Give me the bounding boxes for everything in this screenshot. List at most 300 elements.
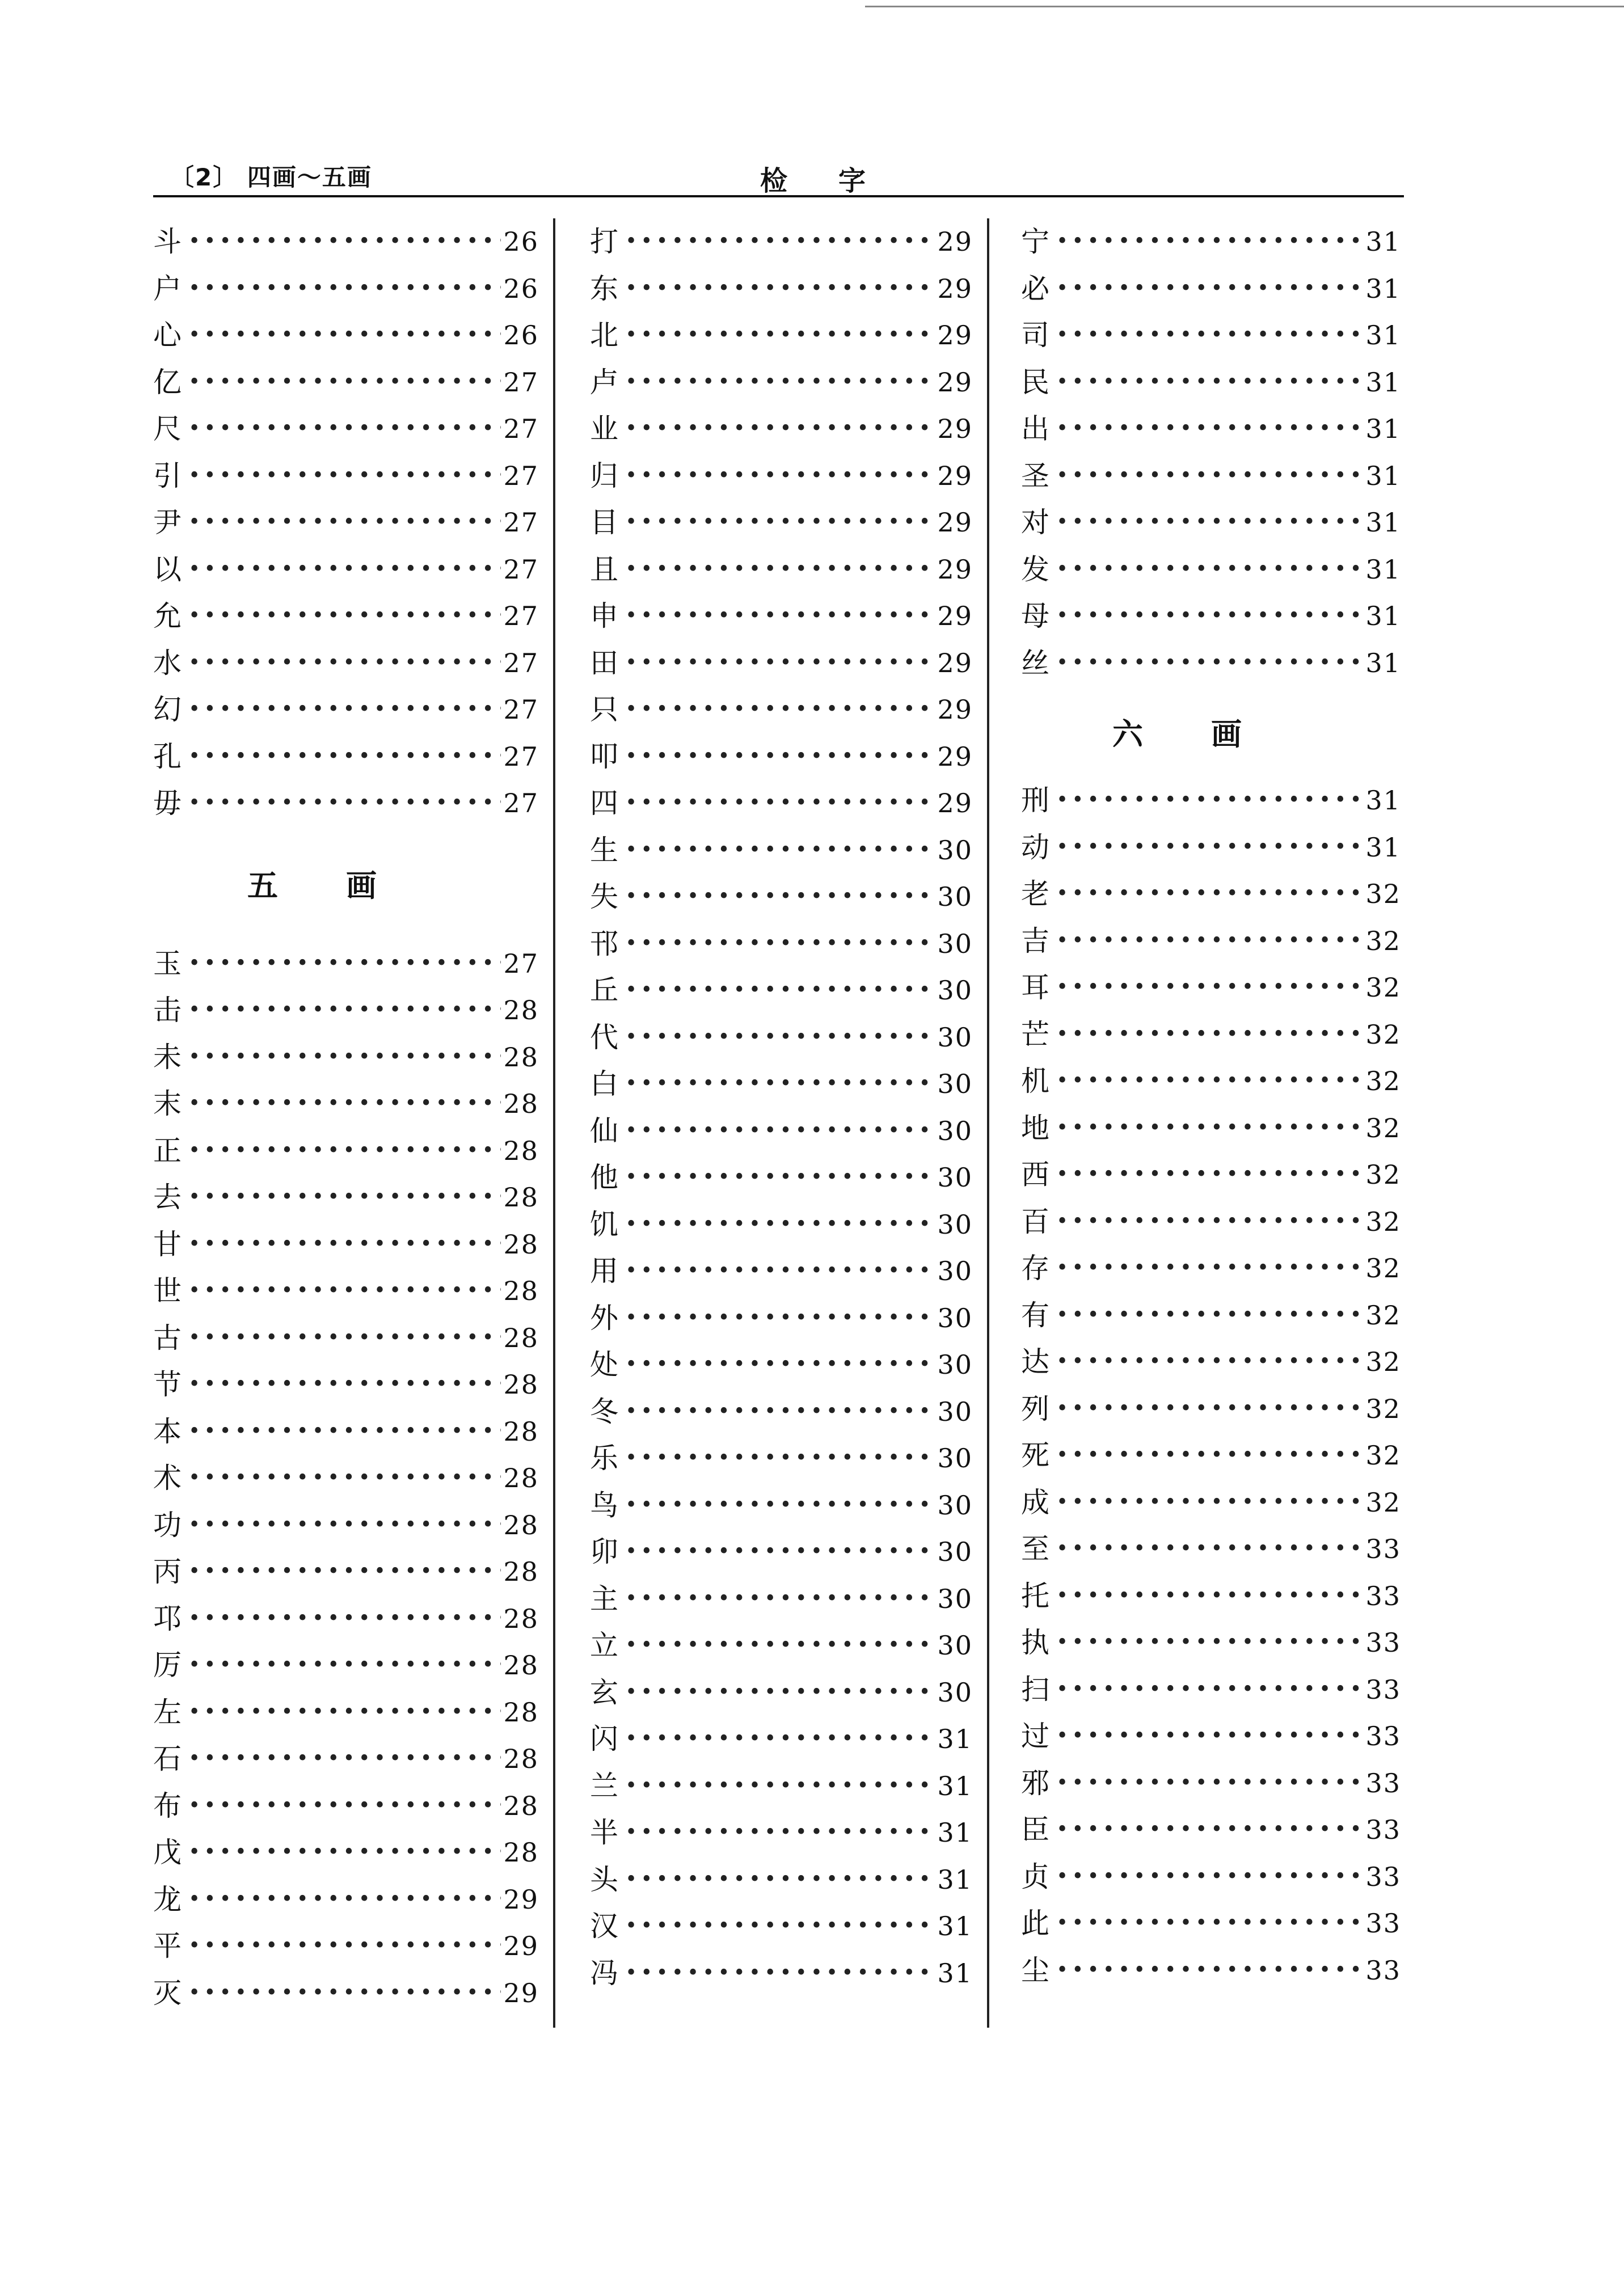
entry-character: 至 <box>1021 1533 1049 1565</box>
index-entry <box>1021 1105 1401 1152</box>
index-entry <box>1021 1432 1401 1479</box>
entry-character: 未 <box>153 1040 182 1074</box>
dot-leader <box>188 1128 501 1175</box>
index-entry <box>1021 1713 1401 1760</box>
index-entry <box>590 1950 973 1997</box>
entry-character: 芒 <box>1021 1018 1049 1051</box>
dot-leader <box>625 1388 935 1436</box>
dot-leader <box>188 733 501 780</box>
entry-list <box>1021 777 1401 1994</box>
entry-page-number: 32 <box>1365 1159 1401 1190</box>
dot-leader <box>188 1502 501 1549</box>
entry-character: 丘 <box>590 974 618 1007</box>
dot-leader <box>625 733 935 780</box>
entry-page-number: 29 <box>937 601 973 631</box>
index-entry <box>1021 265 1401 313</box>
index-entry <box>1021 453 1401 500</box>
entry-character: 冯 <box>590 1956 618 1990</box>
index-entry <box>153 940 539 987</box>
entry-character: 有 <box>1021 1298 1049 1332</box>
dot-leader <box>625 218 935 265</box>
index-entry <box>590 1716 973 1763</box>
page-number-range: 〔2〕 四画～五画 <box>170 163 372 191</box>
index-entry <box>590 1529 973 1576</box>
index-column-2 <box>590 218 973 1996</box>
entry-character: 甘 <box>153 1227 182 1261</box>
entry-page-number: 33 <box>1365 1674 1401 1705</box>
entry-character: 厉 <box>153 1649 182 1682</box>
entry-page-number: 33 <box>1365 1721 1401 1751</box>
dot-leader <box>1056 1619 1363 1666</box>
entry-page-number: 28 <box>503 1041 539 1073</box>
entry-page-number: 30 <box>937 928 973 959</box>
dot-leader <box>1056 499 1363 546</box>
index-entry <box>590 1388 973 1436</box>
entry-character: 田 <box>590 646 618 679</box>
index-entry <box>590 827 973 874</box>
entry-page-number: 27 <box>503 507 539 538</box>
index-entry <box>590 1482 973 1529</box>
entry-character: 业 <box>590 412 618 445</box>
index-entry <box>590 640 973 687</box>
entry-character: 用 <box>590 1255 618 1288</box>
dot-leader <box>1056 1947 1363 1994</box>
entry-character: 亿 <box>153 365 182 399</box>
dot-leader <box>188 1923 501 1970</box>
entry-page-number: 27 <box>503 601 539 631</box>
entry-page-number: 32 <box>1365 1299 1401 1331</box>
entry-character: 末 <box>153 1087 182 1120</box>
entry-character: 白 <box>590 1067 618 1100</box>
dot-leader <box>625 873 935 921</box>
index-entry <box>1021 1292 1401 1339</box>
dot-leader <box>625 1154 935 1201</box>
dot-leader <box>188 1783 501 1830</box>
index-entry <box>1021 1947 1401 1994</box>
index-entry <box>1021 1058 1401 1105</box>
dot-leader <box>188 1455 501 1502</box>
dot-leader <box>1056 1339 1363 1386</box>
dot-leader <box>1056 312 1363 359</box>
index-entry <box>590 265 973 313</box>
entry-character: 臣 <box>1021 1813 1049 1846</box>
dot-leader <box>1056 1151 1363 1198</box>
entry-character: 打 <box>590 225 618 258</box>
index-entry <box>590 1295 973 1342</box>
index-entry <box>153 1221 539 1268</box>
entry-character: 功 <box>153 1508 182 1542</box>
entry-page-number: 30 <box>937 1443 973 1474</box>
dot-leader <box>188 1642 501 1689</box>
entry-page-number: 29 <box>937 413 973 444</box>
index-entry <box>590 1341 973 1388</box>
index-column-3 <box>1021 218 1401 1994</box>
index-entry <box>590 686 973 733</box>
entry-page-number: 27 <box>503 694 539 725</box>
entry-character: 扫 <box>1021 1673 1049 1706</box>
entry-page-number: 27 <box>503 413 539 444</box>
index-entry <box>590 1809 973 1856</box>
index-entry <box>1021 546 1401 593</box>
entry-character: 出 <box>1021 412 1049 445</box>
entry-character: 司 <box>1021 319 1049 352</box>
dot-leader <box>188 1361 501 1408</box>
dot-leader <box>625 1763 935 1810</box>
index-entry <box>1021 1151 1401 1198</box>
dot-leader <box>188 499 501 546</box>
dot-leader <box>188 453 501 500</box>
entry-character: 允 <box>153 600 182 632</box>
entry-page-number: 28 <box>503 1650 539 1681</box>
index-entry <box>1021 1806 1401 1854</box>
index-entry <box>590 312 973 359</box>
entry-page-number: 28 <box>503 1509 539 1540</box>
entry-character: 节 <box>153 1368 182 1401</box>
dot-leader <box>625 312 935 359</box>
entry-character: 以 <box>153 552 182 586</box>
entry-character: 尺 <box>153 412 182 445</box>
entry-page-number: 27 <box>503 741 539 772</box>
index-entry <box>153 1642 539 1689</box>
entry-page-number: 30 <box>937 975 973 1006</box>
entry-character: 成 <box>1021 1485 1049 1519</box>
entry-page-number: 31 <box>1365 320 1401 351</box>
dot-leader <box>625 1435 935 1482</box>
entry-page-number: 28 <box>503 1463 539 1493</box>
entry-character: 四 <box>590 787 618 820</box>
section-heading-five-strokes: 五画 <box>247 868 445 904</box>
entry-page-number: 28 <box>503 1229 539 1260</box>
entry-character: 斗 <box>153 225 182 258</box>
dot-leader <box>625 1341 935 1388</box>
entry-page-number: 30 <box>937 1630 973 1661</box>
page-title: 检字 <box>760 165 917 197</box>
entry-character: 卢 <box>590 365 618 399</box>
entry-character: 归 <box>590 459 618 492</box>
dot-leader <box>188 1548 501 1595</box>
dot-leader <box>1056 1526 1363 1573</box>
dot-leader <box>625 1529 935 1576</box>
dot-leader <box>1056 1058 1363 1105</box>
dot-leader <box>1056 1760 1363 1807</box>
entry-character: 存 <box>1021 1252 1049 1285</box>
entry-character: 宁 <box>1021 225 1049 258</box>
entry-page-number: 28 <box>503 1416 539 1447</box>
index-entry <box>590 593 973 640</box>
entry-page-number: 30 <box>937 1209 973 1240</box>
dot-leader <box>625 640 935 687</box>
dot-leader <box>1056 1198 1363 1246</box>
entry-character: 代 <box>590 1020 618 1054</box>
dot-leader <box>1056 1666 1363 1713</box>
dot-leader <box>188 1970 501 2017</box>
entry-character: 此 <box>1021 1907 1049 1940</box>
dot-leader <box>625 1809 935 1856</box>
entry-character: 丝 <box>1021 646 1049 679</box>
dot-leader <box>625 593 935 640</box>
dot-leader <box>1056 1386 1363 1433</box>
entry-character: 幻 <box>153 693 182 726</box>
index-entry <box>153 359 539 406</box>
index-entry <box>153 1783 539 1830</box>
entry-character: 邪 <box>1021 1766 1049 1800</box>
index-entry <box>1021 640 1401 687</box>
dot-leader <box>625 359 935 406</box>
index-entry <box>1021 964 1401 1011</box>
index-entry <box>153 1970 539 2017</box>
entry-character: 术 <box>153 1462 182 1495</box>
entry-page-number: 32 <box>1365 1393 1401 1424</box>
entry-character: 玄 <box>590 1675 618 1709</box>
entry-page-number: 33 <box>1365 1534 1401 1564</box>
entry-character: 达 <box>1021 1345 1049 1378</box>
entry-page-number: 33 <box>1365 1627 1401 1658</box>
entry-page-number: 29 <box>937 273 973 304</box>
entry-page-number: 32 <box>1365 1206 1401 1237</box>
entry-page-number: 32 <box>1365 925 1401 956</box>
entry-character: 孔 <box>153 740 182 773</box>
dot-leader <box>625 1061 935 1108</box>
entry-page-number: 27 <box>503 788 539 818</box>
entry-page-number: 31 <box>937 1911 973 1941</box>
entry-character: 机 <box>1021 1065 1049 1097</box>
dot-leader <box>625 1295 935 1342</box>
entry-page-number: 31 <box>1365 554 1401 585</box>
dot-leader <box>188 780 501 827</box>
entry-page-number: 29 <box>937 507 973 538</box>
entry-page-number: 28 <box>503 1088 539 1119</box>
entry-page-number: 31 <box>1365 460 1401 491</box>
dot-leader <box>1056 640 1363 687</box>
dot-leader <box>625 967 935 1014</box>
dot-leader <box>1056 824 1363 871</box>
entry-character: 百 <box>1021 1205 1049 1238</box>
entry-character: 叩 <box>590 740 618 773</box>
entry-list <box>1021 218 1401 686</box>
column-divider <box>553 218 555 2028</box>
index-entry <box>153 1455 539 1502</box>
entry-page-number: 27 <box>503 460 539 491</box>
entry-page-number: 28 <box>503 1556 539 1587</box>
entry-character: 老 <box>1021 877 1049 910</box>
index-entry <box>590 499 973 546</box>
entry-page-number: 26 <box>503 273 539 304</box>
dot-leader <box>1056 964 1363 1011</box>
entry-page-number: 30 <box>937 1489 973 1521</box>
dot-leader <box>1056 918 1363 965</box>
column-divider <box>987 218 989 2028</box>
entry-character: 对 <box>1021 506 1049 539</box>
entry-page-number: 32 <box>1365 1066 1401 1096</box>
entry-character: 北 <box>590 319 618 352</box>
index-entry <box>590 1108 973 1155</box>
entry-character: 乐 <box>590 1442 618 1475</box>
index-entry <box>153 218 539 265</box>
entry-character: 过 <box>1021 1720 1049 1753</box>
entry-character: 鸟 <box>590 1488 618 1522</box>
header-divider <box>153 195 1404 197</box>
entry-list <box>590 218 973 1996</box>
entry-character: 他 <box>590 1161 618 1194</box>
entry-character: 圣 <box>1021 459 1049 492</box>
entry-character: 平 <box>153 1930 182 1962</box>
index-entry <box>1021 1760 1401 1807</box>
entry-character: 邛 <box>153 1602 182 1635</box>
entry-page-number: 29 <box>937 366 973 398</box>
entry-page-number: 32 <box>1365 1346 1401 1377</box>
index-entry <box>153 499 539 546</box>
dot-leader <box>1056 1292 1363 1339</box>
dot-leader <box>188 1736 501 1783</box>
entry-character: 布 <box>153 1789 182 1822</box>
dot-leader <box>1056 1245 1363 1292</box>
entry-page-number: 29 <box>937 647 973 678</box>
index-entry <box>1021 1619 1401 1666</box>
index-entry <box>590 1622 973 1669</box>
index-entry <box>590 1014 973 1061</box>
index-entry <box>590 1061 973 1108</box>
entry-character: 半 <box>590 1816 618 1849</box>
entry-character: 心 <box>153 319 182 352</box>
index-entry <box>590 1576 973 1623</box>
entry-page-number: 28 <box>503 1603 539 1634</box>
entry-character: 去 <box>153 1181 182 1214</box>
entry-character: 古 <box>153 1321 182 1354</box>
entry-page-number: 29 <box>937 554 973 585</box>
index-entry <box>1021 1198 1401 1246</box>
entry-page-number: 30 <box>937 1069 973 1099</box>
index-entry <box>590 733 973 780</box>
index-entry <box>153 1034 539 1081</box>
index-entry <box>153 1408 539 1455</box>
index-entry <box>1021 218 1401 265</box>
entry-page-number: 29 <box>503 1977 539 2008</box>
entry-page-number: 33 <box>1365 1955 1401 1986</box>
entry-page-number: 28 <box>503 1182 539 1213</box>
entry-page-number: 27 <box>503 554 539 585</box>
dot-leader <box>1056 1479 1363 1526</box>
dot-leader <box>188 640 501 687</box>
entry-character: 灭 <box>153 1976 182 2010</box>
entry-page-number: 27 <box>503 647 539 678</box>
index-entry <box>1021 1479 1401 1526</box>
dot-leader <box>625 546 935 593</box>
index-entry <box>590 873 973 921</box>
index-entry <box>153 1736 539 1783</box>
dot-leader <box>188 987 501 1034</box>
entry-page-number: 28 <box>503 1322 539 1353</box>
index-entry <box>1021 593 1401 640</box>
entry-character: 吉 <box>1021 924 1049 957</box>
entry-page-number: 29 <box>937 226 973 257</box>
index-entry <box>590 1856 973 1903</box>
entry-page-number: 30 <box>937 1536 973 1567</box>
dot-leader <box>188 1221 501 1268</box>
index-entry <box>153 453 539 500</box>
index-entry <box>590 1669 973 1716</box>
entry-page-number: 30 <box>937 1021 973 1053</box>
entry-page-number: 32 <box>1365 1440 1401 1471</box>
entry-page-number: 31 <box>1365 273 1401 304</box>
entry-character: 头 <box>590 1863 618 1896</box>
entry-page-number: 31 <box>937 1817 973 1848</box>
entry-page-number: 32 <box>1365 1487 1401 1518</box>
index-entry <box>153 1876 539 1923</box>
entry-page-number: 29 <box>937 460 973 491</box>
index-entry <box>153 640 539 687</box>
dot-leader <box>625 780 935 827</box>
entry-page-number: 30 <box>937 1396 973 1427</box>
index-entry <box>590 1154 973 1201</box>
index-entry <box>1021 1573 1401 1620</box>
entry-page-number: 29 <box>503 1931 539 1961</box>
entry-page-number: 31 <box>1365 601 1401 631</box>
dot-leader <box>625 1669 935 1716</box>
dot-leader <box>188 218 501 265</box>
index-entry <box>153 1829 539 1876</box>
dot-leader <box>1056 1432 1363 1479</box>
entry-page-number: 32 <box>1365 1112 1401 1143</box>
dot-leader <box>625 1248 935 1295</box>
entry-page-number: 28 <box>503 1837 539 1868</box>
index-entry <box>1021 777 1401 824</box>
entry-page-number: 31 <box>1365 366 1401 398</box>
dot-leader <box>625 1903 935 1950</box>
index-entry <box>153 686 539 733</box>
index-entry <box>153 1268 539 1315</box>
entry-character: 列 <box>1021 1392 1049 1425</box>
entry-character: 执 <box>1021 1626 1049 1659</box>
index-entry <box>590 1201 973 1248</box>
dot-leader <box>188 1034 501 1081</box>
index-entry <box>153 1174 539 1221</box>
entry-character: 贞 <box>1021 1860 1049 1893</box>
index-entry <box>153 1689 539 1736</box>
dot-leader <box>1056 359 1363 406</box>
index-entry <box>153 1923 539 1970</box>
entry-character: 本 <box>153 1415 182 1448</box>
dot-leader <box>625 1108 935 1155</box>
index-entry <box>590 780 973 827</box>
index-entry <box>153 1548 539 1595</box>
dot-leader <box>188 940 501 987</box>
entry-page-number: 31 <box>937 1724 973 1754</box>
entry-character: 击 <box>153 994 182 1027</box>
entry-page-number: 31 <box>1365 647 1401 678</box>
entry-page-number: 28 <box>503 1744 539 1774</box>
entry-page-number: 31 <box>937 1957 973 1989</box>
index-entry <box>1021 406 1401 453</box>
dot-leader <box>625 686 935 733</box>
entry-character: 地 <box>1021 1111 1049 1145</box>
entry-page-number: 30 <box>937 881 973 912</box>
dot-leader <box>188 1315 501 1362</box>
entry-character: 兰 <box>590 1769 618 1803</box>
index-entry <box>153 593 539 640</box>
index-entry <box>590 218 973 265</box>
index-entry <box>1021 1245 1401 1292</box>
entry-page-number: 31 <box>1365 785 1401 816</box>
entry-character: 闪 <box>590 1723 618 1755</box>
entry-page-number: 27 <box>503 366 539 398</box>
dot-leader <box>188 265 501 313</box>
index-entry <box>590 546 973 593</box>
entry-character: 耳 <box>1021 971 1049 1004</box>
dot-leader <box>625 921 935 968</box>
entry-page-number: 30 <box>937 834 973 866</box>
index-entry <box>1021 871 1401 918</box>
entry-page-number: 28 <box>503 1135 539 1166</box>
